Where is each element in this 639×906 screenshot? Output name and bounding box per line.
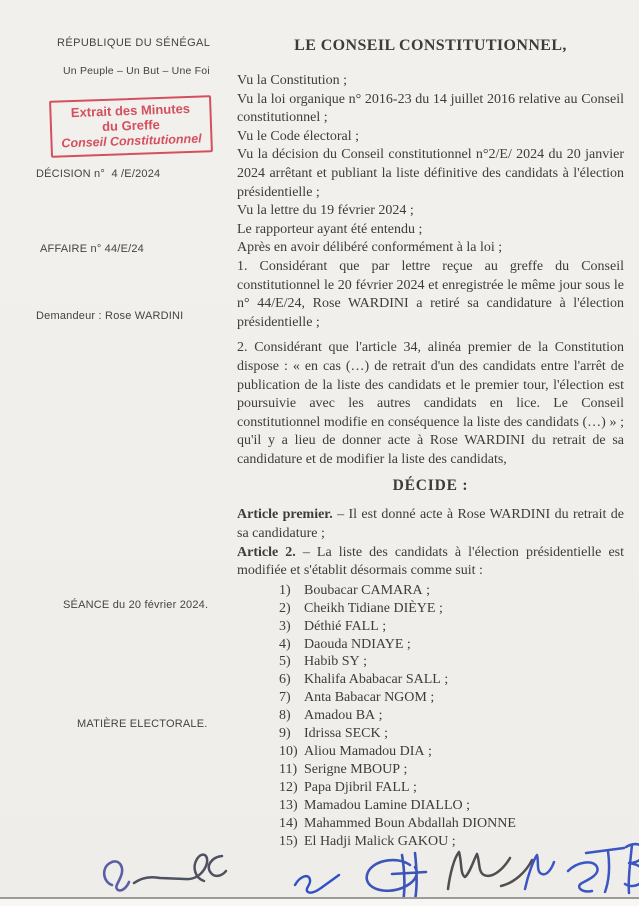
list-item: 13) Mamadou Lamine DIALLO ; [279,797,471,813]
recital-deliberation: Après en avoir délibéré conformément à la loi ; [237,240,503,256]
recital-rapporteur: Le rapporteur ayant été entendu ; [237,221,423,237]
signature-1 [104,861,129,890]
petitioner-label: Demandeur : Rose WARDINI [36,310,184,322]
list-item: 8) Amadou BA ; [279,708,383,724]
signatures-row [0,833,639,903]
list-item: 15) El Hadji Malick GAKOU ; [279,833,456,849]
session-date: SÉANCE du 20 février 2024. [63,599,209,611]
scanner-background [0,899,639,906]
case-number: AFFAIRE n° 44/E/24 [40,243,144,255]
recital-loi-organique: Vu la loi organique n° 2016-23 du 14 juillet 2016 relative au Conseil constitutionnel ; [237,91,624,126]
article-2 [237,544,624,581]
stamp-line-3: Conseil Constitutionnel [61,131,202,151]
article-2-lead: Article 2. [237,544,296,560]
signature-3 [367,853,426,902]
article-premier-text: – Il est donné acte à Rose WARDINI du retrait de sa candidature ; [237,507,624,542]
republic-title: RÉPUBLIQUE DU SÉNÉGAL [57,37,211,49]
list-item: 5) Habib SY ; [279,654,367,670]
matter-label: MATIÈRE ELECTORALE. [77,718,208,730]
recital-decision-2024: Vu la décision du Conseil constitutionnel n°2/E/ 2024 du 20 janvier 2024 arrêtant et publiant la liste définitive des candidats à l'élection présidentielle ; [237,147,624,200]
signature-4 [448,852,532,889]
list-item: 9) Idrissa SECK ; [279,726,388,742]
list-item: 4) Daouda NDIAYE ; [279,636,411,652]
article-premier-lead: Article premier. [237,507,333,523]
decision-body [237,36,624,850]
decision-number: DÉCISION n° 4 /E/2024 [36,168,161,180]
national-motto: Un Peuple – Un But – Une Foi [63,65,210,77]
stamp-line-2: du Greffe [101,116,161,135]
list-item: 2) Cheikh Tidiane DIÈYE ; [279,600,443,616]
list-item: 14) Mahammed Boun Abdallah DIONNE [279,815,516,831]
stamp-line-1: Extrait des Minutes [70,100,191,121]
list-item: 12) Papa Djibril FALL ; [279,779,417,795]
page-title: LE CONSEIL CONSTITUTIONNEL, [294,37,567,54]
list-item: 6) Khalifa Ababacar SALL ; [279,672,449,688]
signature-2 [295,875,339,893]
greffe-stamp [49,95,213,158]
recital-code-electoral: Vu le Code électoral ; [237,128,360,144]
list-item: 1) Boubacar CAMARA ; [279,582,430,598]
list-item: 10) Aliou Mamadou DIA ; [279,744,432,759]
signature-5 [525,844,639,893]
candidate-list [237,582,624,851]
considerant-2: 2. Considérant que l'article 34, alinéa premier de la Constitution dispose : « en cas (…) de retrait d'un des candidats entre l'arrêt de publication de la liste des candidats et le premier tour, l'élection est poursuivie avec les autres candidats en lice. Le Conseil constitutionnel modifie en conséquence la liste des candidats (…) » ; qu'il y a lieu de donner acte à Rose WARDINI du retrait de sa candidature et de modifier la liste des candidats, [237,340,624,467]
list-item: 11) Serigne MBOUP ; [279,761,408,777]
recital-lettre: Vu la lettre du 19 février 2024 ; [237,203,414,219]
signature-1b [134,855,226,883]
decide-heading: DÉCIDE : [392,477,469,495]
considerant-1: 1. Considérant que par lettre reçue au greffe du Conseil constitutionnel le 20 février 2024 et enregistrée le même jour sous le n° 44/E/24, Rose WARDINI a retiré sa candidature à l'élection présidentielle ; [237,258,624,330]
article-premier [237,506,624,543]
article-2-text: – La liste des candidats à l'élection présidentielle est modifiée et s'établit désormais comme suit : [237,544,625,579]
list-item: 7) Anta Babacar NGOM ; [279,690,435,706]
recital-constitution: Vu la Constitution ; [237,73,347,88]
list-item: 3) Déthié FALL ; [279,618,387,634]
